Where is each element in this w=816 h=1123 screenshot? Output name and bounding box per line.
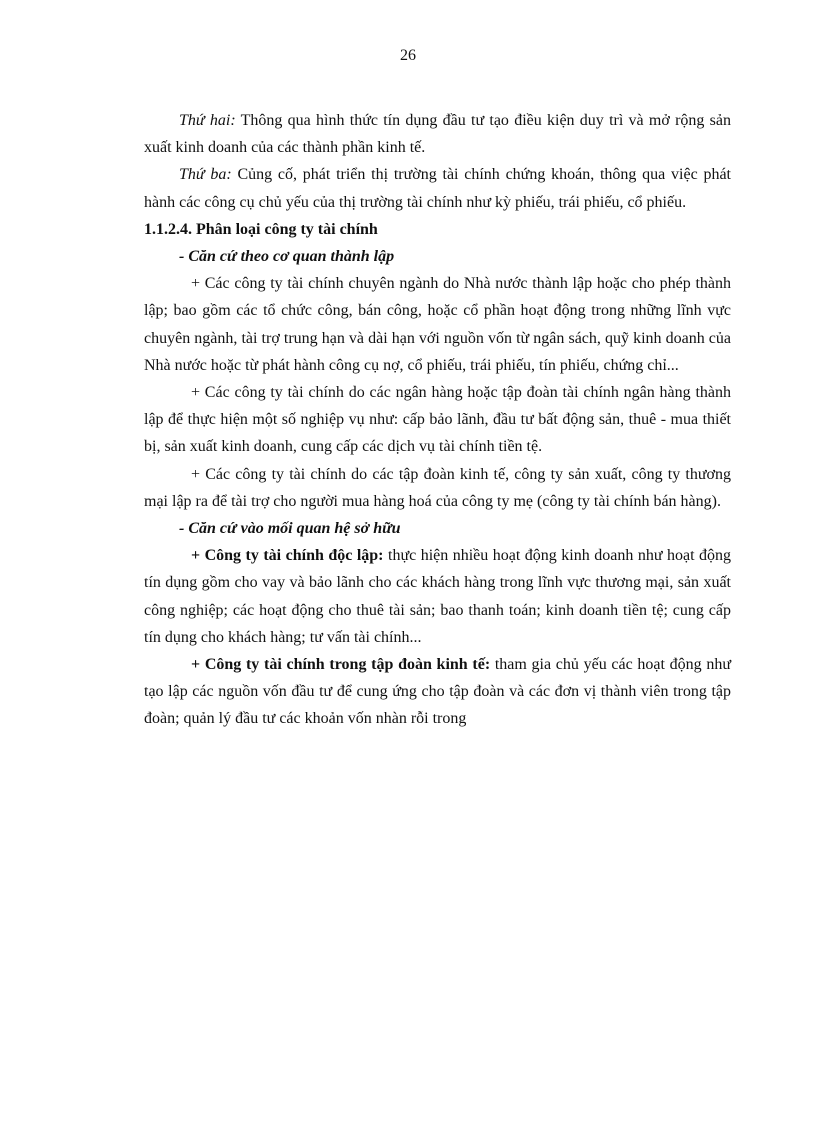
paragraph-lead: Thứ ba: <box>179 166 232 184</box>
paragraph-text: tham gia chủ yếu các hoạt động như tạo lập các nguồn vốn đầu tư để cung ứng cho tập đoàn và các đơn vị thành viên trong tập đoàn; quản lý đầu tư các khoản vốn nhàn rỗi trong <box>144 656 732 728</box>
paragraph-text: Củng cố, phát triển thị trường tài chính chứng khoán, thông qua việc phát hành các công cụ chủ yếu của thị trường tài chính như kỳ phiếu, trái phiếu, cổ phiếu. <box>144 166 732 211</box>
paragraph-trong-tap-doan <box>144 651 731 733</box>
paragraph-ngan-hang: + Các công ty tài chính do các ngân hàng hoặc tập đoàn tài chính ngân hàng thành lập để thực hiện một số nghiệp vụ như: cấp bảo lãnh, đầu tư bất động sản, thuê - mua thiết bị, sản xuất kinh doanh, cung cấp các dịch vụ tài chính tiền tệ. <box>144 384 731 456</box>
subheading-quan-he-so-huu: - Căn cứ vào mối quan hệ sở hữu <box>179 520 401 538</box>
paragraph-lead: + Công ty tài chính trong tập đoàn kinh tế: <box>191 656 491 674</box>
paragraph-doc-lap <box>144 542 731 651</box>
section-heading: 1.1.2.4. Phân loại công ty tài chính <box>144 220 378 238</box>
page-number: 26 <box>400 47 416 64</box>
paragraph-thu-ba <box>144 161 731 215</box>
paragraph-lead: + Công ty tài chính độc lập: <box>191 547 384 565</box>
paragraph-chuyen-nganh: + Các công ty tài chính chuyên ngành do Nhà nước thành lập hoặc cho phép thành lập; bao gồm các tổ chức công, bán công, hoặc cổ phần hoạt động trong những lĩnh vực chuyên ngành, tài trợ trung hạn và dài hạn với nguồn vốn từ ngân sách, quỹ kinh doanh của Nhà nước hoặc từ phát hành công cụ nợ, cổ phiếu, trái phiếu, tín phiếu, chứng chỉ... <box>144 275 731 374</box>
paragraph-tap-doan-kinh-te: + Các công ty tài chính do các tập đoàn kinh tế, công ty sản xuất, công ty thương mại lập ra để tài trợ cho người mua hàng hoá của công ty mẹ (công ty tài chính bán hàng). <box>144 465 731 510</box>
paragraph-text: Thông qua hình thức tín dụng đầu tư tạo điều kiện duy trì và mở rộng sản xuất kinh doanh của các thành phần kinh tế. <box>144 112 731 157</box>
document-body <box>144 107 731 733</box>
paragraph-lead: Thứ hai: <box>179 112 236 129</box>
paragraph-text: thực hiện nhiều hoạt động kinh doanh như hoạt động tín dụng gồm cho vay và bảo lãnh cho các khách hàng trong lĩnh vực thương mại, sản xuất công nghiệp; các hoạt động cho thuê tài sản; bao thanh toán; kinh doanh tiền tệ; cung cấp tín dụng cho khách hàng; tư vấn tài chính... <box>144 547 732 646</box>
paragraph-thu-hai <box>144 107 731 161</box>
subheading-co-quan-thanh-lap: - Căn cứ theo cơ quan thành lập <box>179 248 395 266</box>
